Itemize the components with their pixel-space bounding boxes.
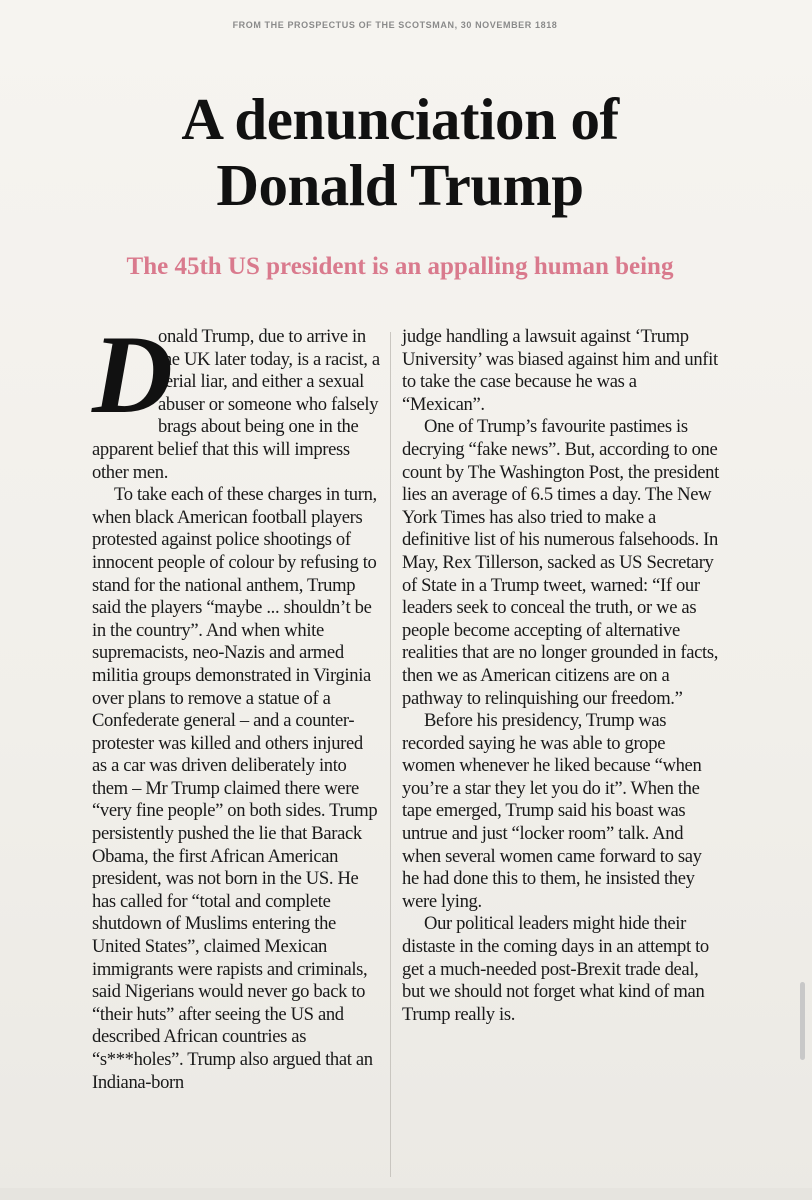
column-divider: [390, 332, 391, 1177]
paragraph: judge handling a lawsuit against ‘Trump University’ was biased against him and unfit to take the case because he was a “Mexican”.: [402, 326, 718, 415]
article-column-right: [402, 326, 720, 1026]
drop-cap-letter: D: [92, 313, 173, 437]
paragraph: onald Trump, due to arrive in the UK later today, is a racist, a serial liar, and either a sexual abuser or someone who falsely brags about being one in the apparent belief that this will impress other men.: [92, 326, 380, 483]
paragraph: One of Trump’s favourite pastimes is decrying “fake news”. But, according to one count by The Washington Post, the president lies an average of 6.5 times a day. The New York Times has also tried to make a definitive list of his numerous falsehoods. In May, Rex Tillerson, sacked as US Secretary of State in a Trump tweet, warned: “If our leaders seek to conceal the truth, or we as people become accepting of alternative realities that are no longer grounded in facts, then we as American citizens are on a pathway to relinquishing our freedom.”: [402, 416, 719, 709]
drop-cap-glyph: [92, 313, 173, 437]
standfirst: The 45th US president is an appalling human being: [126, 253, 674, 280]
drop-cap: [92, 313, 173, 437]
headline: [60, 86, 740, 218]
article-column-left: [92, 313, 380, 1094]
scrollbar-thumb[interactable]: [800, 982, 805, 1060]
paragraph: To take each of these charges in turn, when black American football players protested against police shootings of innocent people of colour by refusing to stand for the national anthem, Trump said the players “maybe ... shouldn’t be in the country”. And when white supremacists, neo-Nazis and armed militia groups demonstrated in Virginia over plans to remove a statue of a Confederate general – and a counter-protester was killed and others injured as a car was driven deliberately into them – Mr Trump claimed there were “very fine people” on both sides. Trump persistently pushed the lie that Barack Obama, the first African American president, was not born in the US. He has called for “total and complete shutdown of Muslims entering the United States”, claimed Mexican immigrants were rapists and criminals, said Nigerians would never go back to “their huts” after seeing the US and described African countries as “s***holes”. Trump also argued that an Indiana-born: [92, 484, 378, 1093]
headline-line-1: A denunciation of: [181, 86, 619, 152]
paragraph: Before his presidency, Trump was recorded saying he was able to grope women whenever he liked because “when you’re a star they let you do it”. When the tape emerged, Trump said his boast was untrue and just “locker room” talk. And when several women came forward to say he had done this to them, he insisted they were lying.: [402, 710, 702, 912]
headline-line-2: Donald Trump: [216, 152, 584, 218]
source-line: FROM THE PROSPECTUS OF THE SCOTSMAN, 30 NOVEMBER 1818: [232, 20, 558, 30]
paragraph: Our political leaders might hide their distaste in the coming days in an attempt to get a much-needed post-Brexit trade deal, but we should not forget what kind of man Trump really is.: [402, 913, 709, 1025]
page-bottom-edge: [0, 1188, 812, 1200]
